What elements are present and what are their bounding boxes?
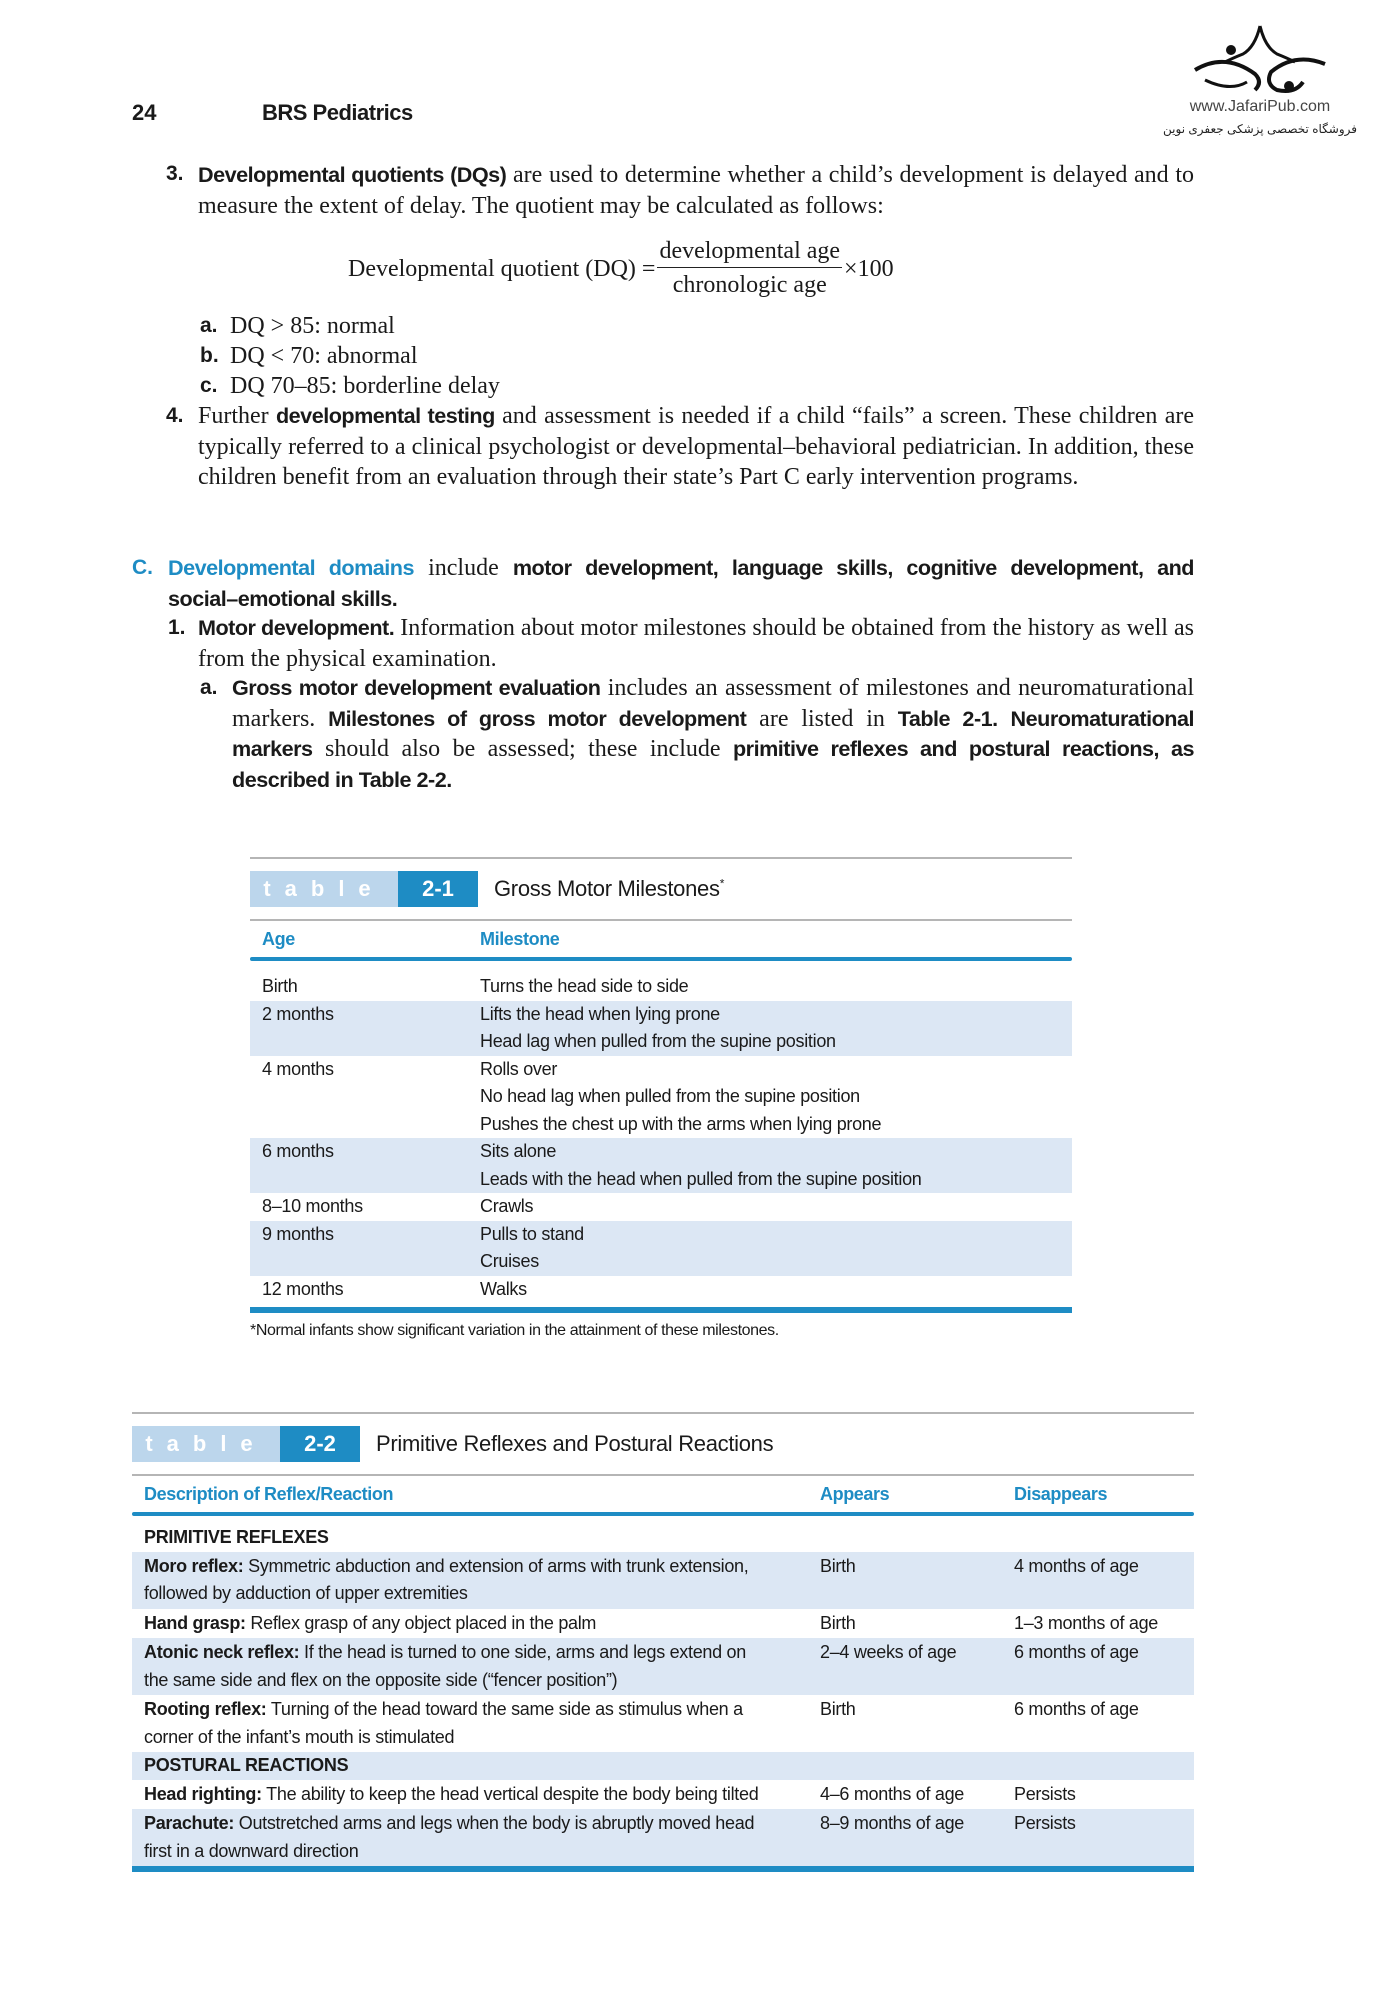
reflex-name: Head righting: xyxy=(144,1783,262,1804)
formula-numerator: developmental age xyxy=(657,236,842,268)
item-1-paragraph xyxy=(198,613,1194,674)
table-row xyxy=(132,1780,1194,1810)
age-cell: 8–10 months xyxy=(262,1196,363,1216)
table-body xyxy=(250,973,1072,1303)
footnote-mark: * xyxy=(719,876,725,891)
dq-item-a-text: DQ > 85: normal xyxy=(230,313,395,339)
description-cell xyxy=(132,1610,770,1638)
reflex-name: Atonic neck reflex: xyxy=(144,1642,300,1662)
age-cell: 4 months xyxy=(262,1058,334,1079)
table-number: 2-1 xyxy=(398,871,478,907)
disappears-cell: 1–3 months of age xyxy=(1014,1612,1159,1633)
reflex-name: Hand grasp: xyxy=(144,1612,246,1633)
table-header-row xyxy=(132,1476,1194,1512)
disappears-cell: Persists xyxy=(1014,1783,1076,1804)
table-row xyxy=(250,1138,1072,1193)
description-cell xyxy=(132,1810,770,1865)
table-row xyxy=(250,1056,1072,1139)
milestone-item: Pulls to stand xyxy=(480,1223,584,1244)
dq-formula xyxy=(348,236,894,302)
age-cell: 2 months xyxy=(262,1003,334,1024)
page-number: 24 xyxy=(132,100,157,125)
section-c-mid: include xyxy=(414,555,513,581)
appears-cell: 2–4 weeks of age xyxy=(820,1642,957,1662)
term-developmental-quotients: Developmental quotients (DQs) xyxy=(198,162,507,187)
reflex-description: Symmetric abduction and extension of arms with trunk extension, followed by adduction of upper extremities xyxy=(144,1555,749,1603)
table-2-1-footnote: *Normal infants show significant variation in the attainment of these milestones. xyxy=(250,1322,779,1339)
reflex-description: The ability to keep the head vertical despite the body being tilted xyxy=(261,1783,759,1804)
milestone-cell xyxy=(480,1221,584,1276)
term-gross-motor-evaluation: Gross motor development evaluation xyxy=(232,675,601,700)
column-header-appears: Appears xyxy=(820,1483,890,1504)
disappears-cell: 6 months of age xyxy=(1014,1699,1139,1719)
milestone-cell xyxy=(480,1276,527,1304)
table-word-label: table xyxy=(132,1426,280,1462)
table-row xyxy=(132,1638,1194,1695)
milestone-item: Crawls xyxy=(480,1196,534,1216)
item-1a-label: a. xyxy=(200,676,218,699)
reflex-description: Turning of the head toward the same side as stimulus when a corner of the infant’s mouth is stimulated xyxy=(144,1699,743,1747)
table-row xyxy=(132,1809,1194,1866)
column-header-milestone: Milestone xyxy=(480,928,560,949)
item-3-paragraph xyxy=(198,160,1194,221)
table-row xyxy=(132,1695,1194,1752)
formula-lhs: Developmental quotient (DQ) = xyxy=(348,255,656,282)
age-cell: 12 months xyxy=(262,1278,344,1299)
term-milestones-gross-motor: Milestones of gross motor development xyxy=(328,705,747,731)
section-c-paragraph xyxy=(168,553,1194,614)
item-1a-paragraph xyxy=(232,673,1194,795)
appears-cell: 8–9 months of age xyxy=(820,1813,965,1833)
reflex-name: Parachute: xyxy=(144,1813,235,1833)
table-2-2 xyxy=(132,1412,1194,1872)
item-1a-text1: includes an assessment of milestones and neuromaturational markers. xyxy=(232,675,1194,732)
milestone-cell xyxy=(480,1193,533,1221)
publisher-url: www.JafariPub.com xyxy=(1189,98,1331,115)
description-cell xyxy=(132,1639,770,1694)
dq-item-b-label: b. xyxy=(200,344,219,367)
formula-denominator: chronologic age xyxy=(672,272,827,298)
appears-cell: 4–6 months of age xyxy=(820,1783,965,1804)
section-c-domains: motor development, language skills, cognitive development, and social–emotional skills. xyxy=(168,555,1194,611)
running-head: BRS Pediatrics xyxy=(262,100,413,125)
item-4-label: 4. xyxy=(166,404,184,427)
term-neuromaturational-markers: Neuromaturational markers xyxy=(232,705,1195,761)
section-c-label: C. xyxy=(132,556,153,579)
reflex-description: Reflex grasp of any object placed in the palm xyxy=(245,1612,597,1633)
term-motor-development: Motor development. xyxy=(198,615,395,640)
table-bottom-rule xyxy=(250,1307,1072,1313)
table-row xyxy=(132,1552,1194,1609)
table-body xyxy=(132,1524,1194,1866)
formula-fraction xyxy=(657,236,842,302)
formula-multiplier: ×100 xyxy=(844,255,894,282)
section-heading-row: POSTURAL REACTIONS xyxy=(132,1752,1194,1780)
item-4-paragraph xyxy=(198,401,1194,493)
item-1a-text3 xyxy=(998,706,1011,732)
publisher-tagline: فروشگاه تخصصی پزشکی جعفری نوین xyxy=(1163,122,1357,136)
dq-item-b-text: DQ < 70: abnormal xyxy=(230,343,418,369)
milestone-item: Pushes the chest up with the arms when lying prone xyxy=(480,1113,882,1134)
table-2-2-reference[interactable]: primitive reflexes and postural reactions, as described in Table 2-2. xyxy=(232,736,1194,792)
table-top-rule xyxy=(132,1412,1194,1414)
section-heading-row: PRIMITIVE REFLEXES xyxy=(144,1527,329,1547)
table-top-rule xyxy=(250,857,1072,859)
disappears-cell: 4 months of age xyxy=(1014,1555,1139,1576)
table-word-label: table xyxy=(250,871,398,907)
disappears-cell: 6 months of age xyxy=(1014,1642,1139,1662)
item-3-label: 3. xyxy=(166,162,184,185)
milestone-item: No head lag when pulled from the supine position xyxy=(480,1086,860,1106)
dq-item-a-label: a. xyxy=(200,314,218,337)
appears-cell: Birth xyxy=(820,1555,856,1576)
milestone-item: Leads with the head when pulled from the supine position xyxy=(480,1168,922,1189)
reflex-description: If the head is turned to one side, arms and legs extend on the same side and flex on the opposite side (“fencer position”) xyxy=(144,1642,746,1690)
table-row xyxy=(250,973,1072,1001)
column-header-disappears: Disappears xyxy=(1014,1483,1108,1504)
disappears-cell: Persists xyxy=(1014,1813,1076,1833)
table-title: Primitive Reflexes and Postural Reactions xyxy=(376,1431,774,1456)
dq-item-c-text: DQ 70–85: borderline delay xyxy=(230,373,500,399)
publisher-logo-icon xyxy=(1185,22,1335,102)
table-title-text: Gross Motor Milestones xyxy=(494,876,720,901)
column-header-age: Age xyxy=(262,928,295,949)
table-2-1 xyxy=(250,857,1072,1313)
reflex-description: Outstretched arms and legs when the body is abruptly moved head first in a downward direction xyxy=(144,1813,755,1861)
item-3-text: are used to determine whether a child’s development is delayed and to measure the extent of delay. The quotient may be calculated as follows: xyxy=(198,162,1194,219)
description-cell xyxy=(132,1696,770,1751)
term-developmental-testing: developmental testing xyxy=(275,403,495,428)
table-row xyxy=(250,1001,1072,1056)
table-caption xyxy=(132,1424,1194,1464)
table-header-row xyxy=(250,921,1072,957)
table-caption xyxy=(250,869,1072,909)
milestone-item: Sits alone xyxy=(480,1141,557,1161)
description-cell xyxy=(132,1781,770,1809)
reflex-name: Moro reflex: xyxy=(144,1555,244,1576)
item-1-text: Information about motor milestones should be obtained from the history as well as from the physical examination. xyxy=(198,615,1194,672)
publisher-watermark xyxy=(1160,22,1360,136)
column-header-description: Description of Reflex/Reaction xyxy=(144,1483,394,1504)
appears-cell: Birth xyxy=(820,1612,856,1633)
item-1-label: 1. xyxy=(168,616,186,639)
appears-cell: Birth xyxy=(820,1699,856,1719)
table-number: 2-2 xyxy=(280,1426,360,1462)
description-cell xyxy=(132,1553,770,1608)
milestone-cell xyxy=(480,1001,836,1056)
age-cell: 9 months xyxy=(262,1223,334,1244)
milestone-cell xyxy=(480,1138,922,1193)
item-4-text: and assessment is needed if a child “fails” a screen. These children are typically referred to a clinical psychologist or developmental–behavioral pediatrician. In addition, these children benefit from an evaluation through their state’s Part C early intervention programs. xyxy=(198,403,1194,490)
milestone-item: Turns the head side to side xyxy=(480,976,689,996)
table-bottom-rule xyxy=(132,1866,1194,1872)
table-row xyxy=(250,1221,1072,1276)
milestone-item: Head lag when pulled from the supine position xyxy=(480,1031,836,1051)
milestone-item: Walks xyxy=(480,1278,527,1299)
milestone-cell xyxy=(480,973,688,1001)
age-cell: Birth xyxy=(262,976,298,996)
table-row xyxy=(250,1193,1072,1221)
milestone-item: Cruises xyxy=(480,1251,539,1271)
table-2-1-reference[interactable]: Table 2-1. xyxy=(897,705,998,731)
section-c-title: Developmental domains xyxy=(168,555,414,580)
milestone-item: Rolls over xyxy=(480,1058,558,1079)
table-row xyxy=(250,1276,1072,1304)
item-4-pre: Further xyxy=(198,403,276,429)
age-cell: 6 months xyxy=(262,1141,334,1161)
milestone-item: Lifts the head when lying prone xyxy=(480,1003,720,1024)
dq-item-c-label: c. xyxy=(200,374,218,397)
milestone-cell xyxy=(480,1056,881,1139)
reflex-name: Rooting reflex: xyxy=(144,1699,267,1719)
item-1a-text4: should also be assessed; these include xyxy=(312,736,733,762)
table-title xyxy=(494,876,724,902)
item-1a-text2: are listed in xyxy=(746,705,898,732)
table-row xyxy=(132,1609,1194,1639)
